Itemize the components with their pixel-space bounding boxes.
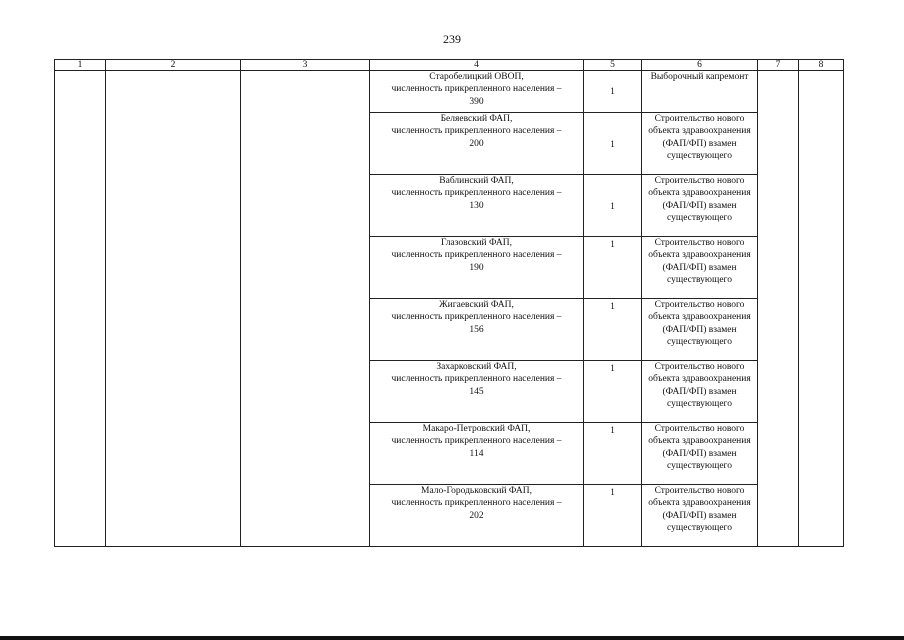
work-type-cell: Строительство нового объекта здравоохранения (ФАП/ФП) взамен существующего bbox=[642, 175, 758, 237]
facility-name: Захарковский ФАП, bbox=[436, 362, 517, 372]
page-number: 239 bbox=[443, 32, 461, 46]
population-value: 145 bbox=[469, 386, 484, 397]
facility-name: Старобелицкий ОВОП, bbox=[429, 72, 524, 82]
quantity-cell bbox=[584, 299, 642, 361]
quantity-value: 1 bbox=[610, 140, 615, 150]
population-value: 114 bbox=[469, 448, 484, 459]
population-value: 390 bbox=[469, 96, 484, 107]
quantity-value: 1 bbox=[610, 302, 615, 312]
column-header: 3 bbox=[241, 60, 370, 71]
facility-name: Мало-Городьковский ФАП, bbox=[421, 486, 532, 496]
facility-name: Беляевский ФАП, bbox=[440, 114, 513, 124]
quantity-cell bbox=[584, 175, 642, 237]
empty-cell bbox=[799, 71, 844, 547]
facility-name: Жигаевский ФАП, bbox=[439, 300, 514, 310]
population-value: 202 bbox=[469, 510, 484, 521]
quantity-value: 1 bbox=[610, 202, 615, 212]
column-header: 2 bbox=[106, 60, 241, 71]
population-label: численность прикрепленного населения – bbox=[391, 126, 562, 137]
facility-name: Макаро-Петровский ФАП, bbox=[422, 424, 531, 434]
population-label: численность прикрепленного населения – bbox=[391, 436, 562, 447]
population-label: численность прикрепленного населения – bbox=[391, 498, 562, 509]
population-value: 156 bbox=[469, 324, 484, 335]
work-type-cell: Выборочный капремонт bbox=[642, 71, 758, 113]
work-type-cell: Строительство нового объекта здравоохранения (ФАП/ФП) взамен существующего bbox=[642, 299, 758, 361]
table-row bbox=[55, 71, 844, 113]
header-row bbox=[55, 60, 844, 71]
facility-cell bbox=[370, 237, 584, 299]
column-header: 5 bbox=[584, 60, 642, 71]
quantity-value: 1 bbox=[610, 240, 615, 250]
facility-cell bbox=[370, 361, 584, 423]
empty-cell bbox=[106, 71, 241, 547]
facility-name: Ваблинский ФАП, bbox=[439, 176, 514, 186]
facility-cell bbox=[370, 71, 584, 113]
column-header: 6 bbox=[642, 60, 758, 71]
column-header: 7 bbox=[758, 60, 799, 71]
work-type-cell: Строительство нового объекта здравоохранения (ФАП/ФП) взамен существующего bbox=[642, 361, 758, 423]
empty-cell bbox=[758, 71, 799, 547]
facility-cell bbox=[370, 175, 584, 237]
facility-cell bbox=[370, 423, 584, 485]
empty-cell bbox=[241, 71, 370, 547]
population-value: 130 bbox=[469, 200, 484, 211]
work-type-cell: Строительство нового объекта здравоохранения (ФАП/ФП) взамен существующего bbox=[642, 485, 758, 547]
quantity-cell bbox=[584, 113, 642, 175]
quantity-cell bbox=[584, 237, 642, 299]
work-type-cell: Строительство нового объекта здравоохранения (ФАП/ФП) взамен существующего bbox=[642, 113, 758, 175]
quantity-cell bbox=[584, 71, 642, 113]
column-header: 4 bbox=[370, 60, 584, 71]
column-header: 8 bbox=[799, 60, 844, 71]
facility-name: Глазовский ФАП, bbox=[441, 238, 512, 248]
population-label: численность прикрепленного населения – bbox=[391, 84, 562, 95]
population-label: численность прикрепленного населения – bbox=[391, 250, 562, 261]
facility-cell bbox=[370, 299, 584, 361]
population-value: 200 bbox=[469, 138, 484, 149]
quantity-value: 1 bbox=[610, 87, 615, 97]
column-header: 1 bbox=[55, 60, 106, 71]
population-label: численность прикрепленного населения – bbox=[391, 374, 562, 385]
population-label: численность прикрепленного населения – bbox=[391, 188, 562, 199]
quantity-cell bbox=[584, 485, 642, 547]
quantity-value: 1 bbox=[610, 364, 615, 374]
quantity-value: 1 bbox=[610, 488, 615, 498]
quantity-cell bbox=[584, 361, 642, 423]
work-type-cell: Строительство нового объекта здравоохранения (ФАП/ФП) взамен существующего bbox=[642, 423, 758, 485]
quantity-value: 1 bbox=[610, 426, 615, 436]
population-label: численность прикрепленного населения – bbox=[391, 312, 562, 323]
population-value: 190 bbox=[469, 262, 484, 273]
facility-cell bbox=[370, 113, 584, 175]
quantity-cell bbox=[584, 423, 642, 485]
facilities-table bbox=[54, 59, 844, 547]
scan-edge-divider bbox=[0, 636, 904, 640]
work-type-cell: Строительство нового объекта здравоохранения (ФАП/ФП) взамен существующего bbox=[642, 237, 758, 299]
facility-cell bbox=[370, 485, 584, 547]
empty-cell bbox=[55, 71, 106, 547]
